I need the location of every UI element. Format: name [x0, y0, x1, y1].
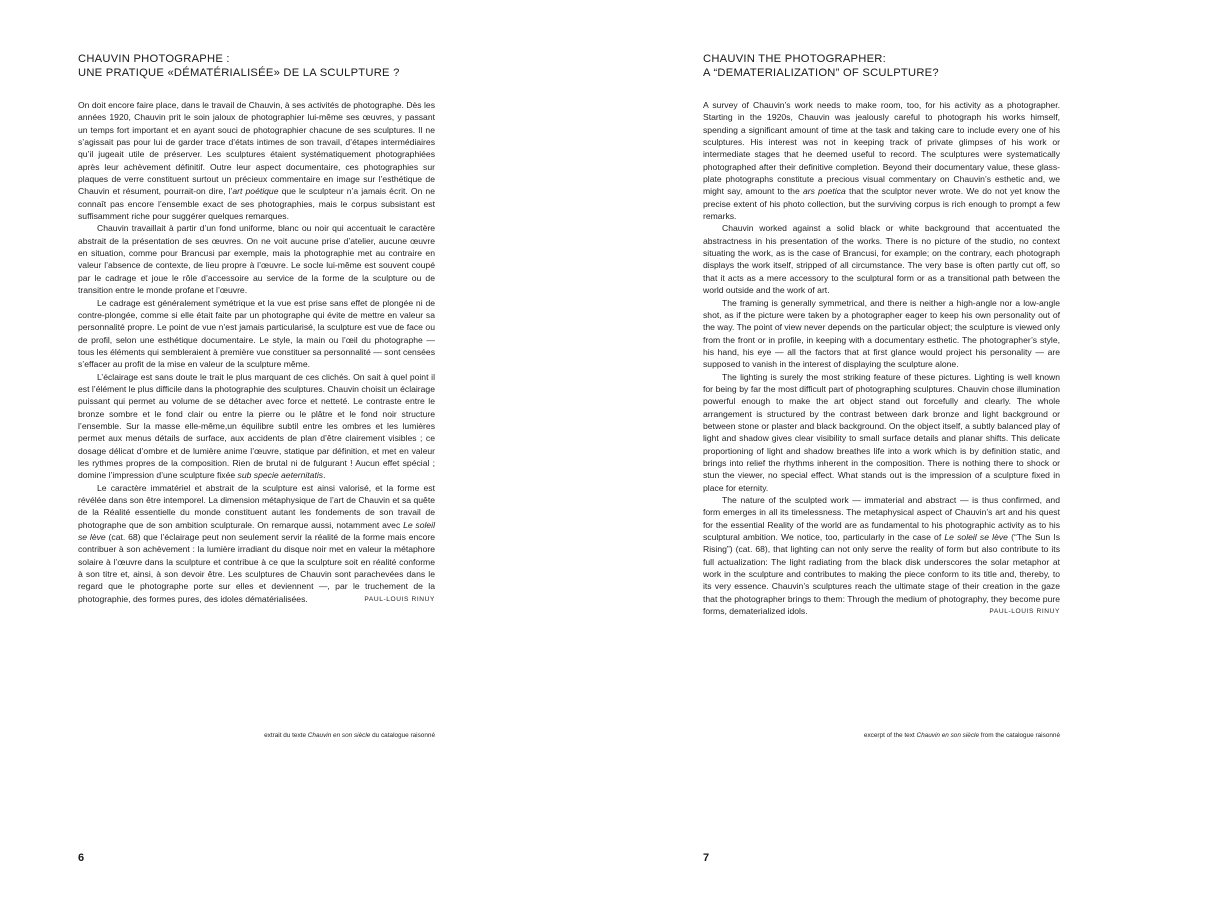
left-source-note — [78, 731, 435, 741]
right-page-number: 7 — [703, 852, 710, 864]
text-run: The framing is generally symmetrical, and there is neither a high-angle nor a low-angle shot, as if the picture were taken by a photographer eager to keep his own personality out of the way. The point of view never depends on the particular object; the sculpture is viewed only from the front or in profile, in keeping with a documentary esthetic. The photographer’s style, his hand, his eye — all the factors that at first glance would project his personality — are supposed to vanish in the interest of displaying the sculpture alone. — [703, 297, 1061, 370]
right-source-note — [703, 731, 1060, 741]
note-text: excerpt of the text — [863, 732, 917, 739]
note-text: from the catalogue raisonné — [979, 732, 1060, 739]
left-body — [78, 99, 435, 605]
left-paragraph — [78, 371, 435, 482]
left-page-number: 6 — [78, 852, 85, 864]
left-title — [78, 52, 435, 80]
right-paragraph — [703, 222, 1060, 296]
note-text: du catalogue raisonné — [370, 732, 435, 739]
left-paragraph — [78, 222, 435, 296]
text-run: Le caractère immatériel et abstrait de la sculpture est ainsi valorisé, et la forme est révélée dans son être intemporel. La dimension métaphysique de l’art de Chauvin et sa quête de la Réalité essentielle du monde constituent autant les fondements de son travail de photographe que de son ambition sculpturale. On remarque aussi, notamment avec — [78, 482, 435, 530]
note-italic: Chauvin en son siècle — [916, 732, 979, 739]
left-paragraph — [78, 99, 435, 222]
italic-run: Le soleil se lève — [944, 532, 1008, 543]
left-column — [78, 52, 435, 605]
text-run: (“The Sun Is Rising”) (cat. 68), that lighting can not only serve the reality of form but also contribute to its full actualization: The light radiating from the black disk underscores the solar metaphor at work in the sculpture and contributes to making the piece conform to its title and, thereby, to its very essence. Chauvin’s sculptures reach the ultimate stage of their creation in the gaze that the photographer brings to them: Through the medium of photography, they become pure forms, dematerialized idols. — [703, 532, 1060, 617]
text-run: Le cadrage est généralement symétrique et la vue est prise sans effet de plongée ni de contre-plongée, comme si elle était faite par un photographe qui évite de mettre en valeur sa personnalité propre. Le point de vue n’est jamais particularisé, la sculpture est vue de face ou de profil, selon une esthétique documentaire. Le style, la main ou l’œil du photographe — tous les éléments qui sembleraient à première vue constituer sa personnalité — sont censées s’effacer au profit de la mise en valeur de la sculpture même. — [78, 297, 435, 370]
italic-run: Le soleil se lève — [78, 519, 436, 543]
right-body — [703, 99, 1060, 617]
text-run: que le sculpteur n’a jamais écrit. On ne connaît pas encore l’ensemble exact de ses photographies, mais le corpus subsistant est suffisamment riche pour suggérer quelques remarques. — [78, 186, 435, 222]
right-paragraph — [703, 494, 1060, 617]
text-run: A survey of Chauvin’s work needs to make room, too, for his activity as a photographer. Starting in the 1920s, Chauvin was jealously careful to photograph his works himself, spending a significant amount of time at the task and taking care to include every one of his sculptures. His interest was not in keeping track of private glimpses of his work or intermediate stages that he deemed useful to record. The sculptures were systematically photographed after their definitive completion. Beyond their documentary value, these glass-plate photographs constitute a precious visual commentary on Chauvin’s esthetic and, we might say, amount to the — [703, 100, 1060, 197]
text-run: Chauvin worked against a solid black or white background that accentuated the abstractness in his presentation of the works. There is no picture of the studio, no context situating the work, as is the case of Brancusi, for example; on the contrary, each photograph displays the work itself, stripped of all circumstance. The very base is often partly cut off, so that it acts as a mere accessory to the sculptural form or as a transitional path between the world outside and the work of art. — [703, 223, 1060, 296]
italic-run: sub specie aeternitatis — [237, 470, 324, 481]
left-title-line2: UNE PRATIQUE «DÉMATÉRIALISÉE» DE LA SCULPTURE ? — [78, 67, 400, 79]
italic-run: ars poetica — [802, 186, 846, 197]
right-title-line2: A “DEMATERIALIZATION” OF SCULPTURE? — [703, 67, 939, 79]
text-run: (cat. 68) que l’éclairage peut non seulement servir la réalité de la forme mais encore contribuer à son achèvement : la lumière irradiant du disque noir met en valeur la métaphore solaire à l’œuvre dans la sculpture et contribue à ce que la sculpture soit en réalité conforme à son titre et, ainsi, à son devoir être. Les sculptures de Chauvin sont parachevées dans le regard que le photographe porte sur elles et deviennent —, par le truchement de la photographie, des formes pures, des idoles dématérialisées. — [78, 532, 435, 604]
right-author: PAUL-LOUIS RINUY — [989, 608, 1060, 616]
right-title-line1: CHAUVIN THE PHOTOGRAPHER: — [703, 53, 886, 65]
text-run: Chauvin travaillait à partir d’un fond uniforme, blanc ou noir qui accentuait le caractère abstrait de la présentation de ses œuvres. On ne voit aucune prise d’atelier, aucune œuvre en situation, comme pour Brancusi par exemple, mais la photographie met au contraire en valeur l’absence de contexte, de lieu propre à l’œuvre. Le socle lui-même est souvent coupé par le cadrage et joue le rôle d’accessoire au service de la forme de la sculpture ou de transition entre le monde profane et l’œuvre. — [78, 223, 435, 296]
right-paragraph — [703, 297, 1060, 371]
note-italic: Chauvin en son siècle — [307, 732, 371, 739]
text-run: On doit encore faire place, dans le travail de Chauvin, à ses activités de photographe. Dès les années 1920, Chauvin prit le soin jaloux de photographier lui-même ses œuvres, y passant un temps fort important et en ayant souci de photographier chacune de ses sculptures. Il ne s’agissait pas pour lui de garder trace d’états intimes de son travail, d’étapes intermédiaires qu’il jugeait utile de préserver. Les sculptures étaient systématiquement photographiées après leur achèvement définitif. Outre leur aspect documentaire, ces photographies sur plaques de verre constituent surtout un précieux commentaire en image sur l’esthétique de Chauvin et résument, pourrait-on dire, l’ — [78, 100, 435, 197]
right-paragraph — [703, 99, 1060, 222]
text-run: that the sculptor never wrote. We do not yet know the precise extent of his photo collection, but the surviving corpus is rich enough to prompt a few remarks. — [703, 186, 1061, 222]
text-run: L’éclairage est sans doute le trait le plus marquant de ces clichés. On sait à quel point il est l’élément le plus difficile dans la photographie des sculptures. Chauvin choisit un éclairage puissant qui permet au volume de se détacher avec force et netteté. Le contraste entre le bronze sombre et le fond clair ou entre la pierre ou le plâtre et le fond noir structure l’ensemble. Sur la masse elle-même,un équilibre subtil entre les ombres et les lumières permet aux menus détails de surface, aux accidents de plan d’être clairement visibles ; ce dosage délicat d’ombre et de lumière anime l’œuvre, statique par définition, et met en valeur les rythmes propres de la composition. Rien de brutal ni de fulgurant ! Aucun effet spécial ; domine l’impression d’une sculpture fixée — [78, 371, 435, 481]
left-paragraph — [78, 482, 435, 605]
left-page — [0, 0, 608, 912]
italic-run: art poétique — [232, 186, 279, 197]
text-run: The lighting is surely the most striking feature of these pictures. Lighting is well known for being by far the most difficult part of photographing sculptures. Chauvin chose illumination powerful enough to make the art object stand out forcefully and clearly. The whole arrangement is structured by the contrast between dark bronze and light background or between stone or plaster and black background. On the object itself, a subtly balanced play of light and shadow gives clear visibility to small surface details and planar shifts. This delicate proportioning of light and shadow breathes life into a work which is by definition static, and brings into relief the rhythms inherent in the composition. There is nothing there to shock or stun the viewer, no special effect. What stands out is the impression of a sculpture fixed in place for eternity. — [703, 371, 1060, 493]
right-column — [703, 52, 1060, 617]
right-paragraph — [703, 371, 1060, 494]
text-run: . — [323, 470, 326, 481]
right-page — [609, 0, 1217, 912]
note-text: extrait du texte — [264, 732, 308, 739]
left-paragraph — [78, 297, 435, 371]
left-author: PAUL-LOUIS RINUY — [364, 596, 435, 604]
left-title-line1: CHAUVIN PHOTOGRAPHE : — [78, 53, 230, 65]
right-title — [703, 52, 1060, 80]
text-run: The nature of the sculpted work — immaterial and abstract — is thus confirmed, and form emerges in all its timelessness. The metaphysical aspect of Chauvin’s art and his quest for the essential Reality of the world are as fundamental to his photographic activity as to his sculptural ambition. We notice, too, particularly in the case of — [703, 495, 1060, 543]
